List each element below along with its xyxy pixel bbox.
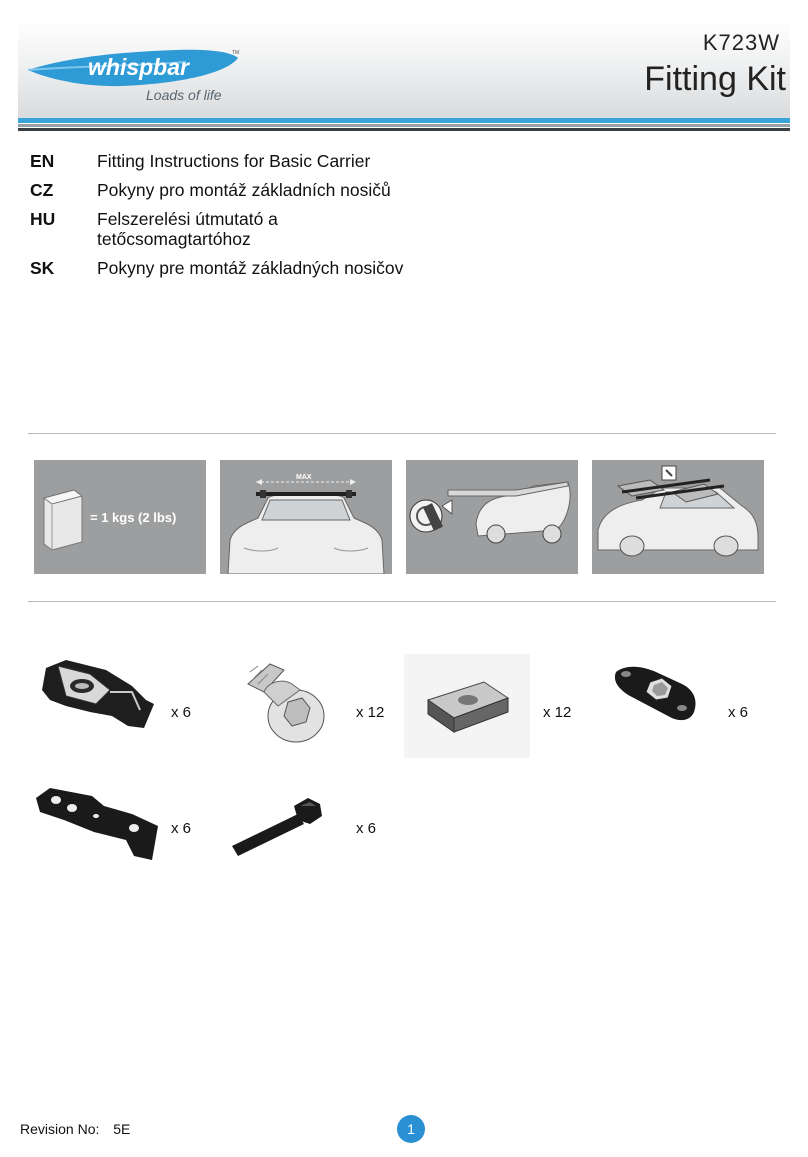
- qty-label: x 6: [728, 704, 749, 721]
- lang-text: Pokyny pre montáž základných nosičov: [97, 258, 404, 278]
- load-distribution-panel: [592, 460, 764, 574]
- tagline: Loads of life: [146, 87, 222, 103]
- lang-text: Pokyny pro montáž základních nosičů: [97, 180, 391, 200]
- revision-value: 5E: [113, 1121, 131, 1137]
- trademark-text: TM: [232, 50, 240, 56]
- qty-label: x 12: [543, 704, 572, 721]
- max-width-panel: [220, 460, 392, 574]
- max-label: MAX: [296, 474, 312, 481]
- product-code: K723W: [702, 30, 780, 55]
- qty-label: x 6: [171, 704, 192, 721]
- page-title: Fitting Kit: [644, 60, 786, 98]
- lang-text: Felszerelési útmutató a tetőcsomagtartóhoz: [97, 209, 278, 249]
- qty-label: x 12: [356, 704, 385, 721]
- header-divider-line: [18, 124, 790, 127]
- revision-info: [20, 1121, 130, 1137]
- tape-measure-panel: [406, 460, 578, 574]
- plate-image: [34, 786, 162, 867]
- lang-text: Fitting Instructions for Basic Carrier: [97, 151, 371, 171]
- bracket-clip-image: [36, 656, 166, 741]
- revision-label: Revision No:: [20, 1121, 100, 1137]
- header-divider-line-dark: [18, 128, 790, 131]
- lang-code: SK: [30, 258, 55, 278]
- lang-code: EN: [30, 151, 55, 171]
- brand-text: whispbar: [88, 54, 189, 80]
- lang-code: HU: [30, 209, 56, 229]
- header-accent-line: [18, 118, 790, 123]
- lang-code: CZ: [30, 180, 54, 200]
- section-divider: [28, 433, 776, 434]
- bolt-image: [238, 658, 328, 753]
- pad-with-nut-image: [612, 660, 702, 731]
- weight-panel: [34, 460, 206, 574]
- page-number-badge: 1: [397, 1115, 425, 1143]
- section-divider: [28, 601, 776, 602]
- qty-label: x 6: [356, 820, 377, 837]
- qty-label: x 6: [171, 820, 192, 837]
- square-nut-image: [404, 654, 530, 763]
- long-bolt-image: [228, 794, 328, 863]
- weight-label: = 1 kgs (2 lbs): [90, 510, 177, 525]
